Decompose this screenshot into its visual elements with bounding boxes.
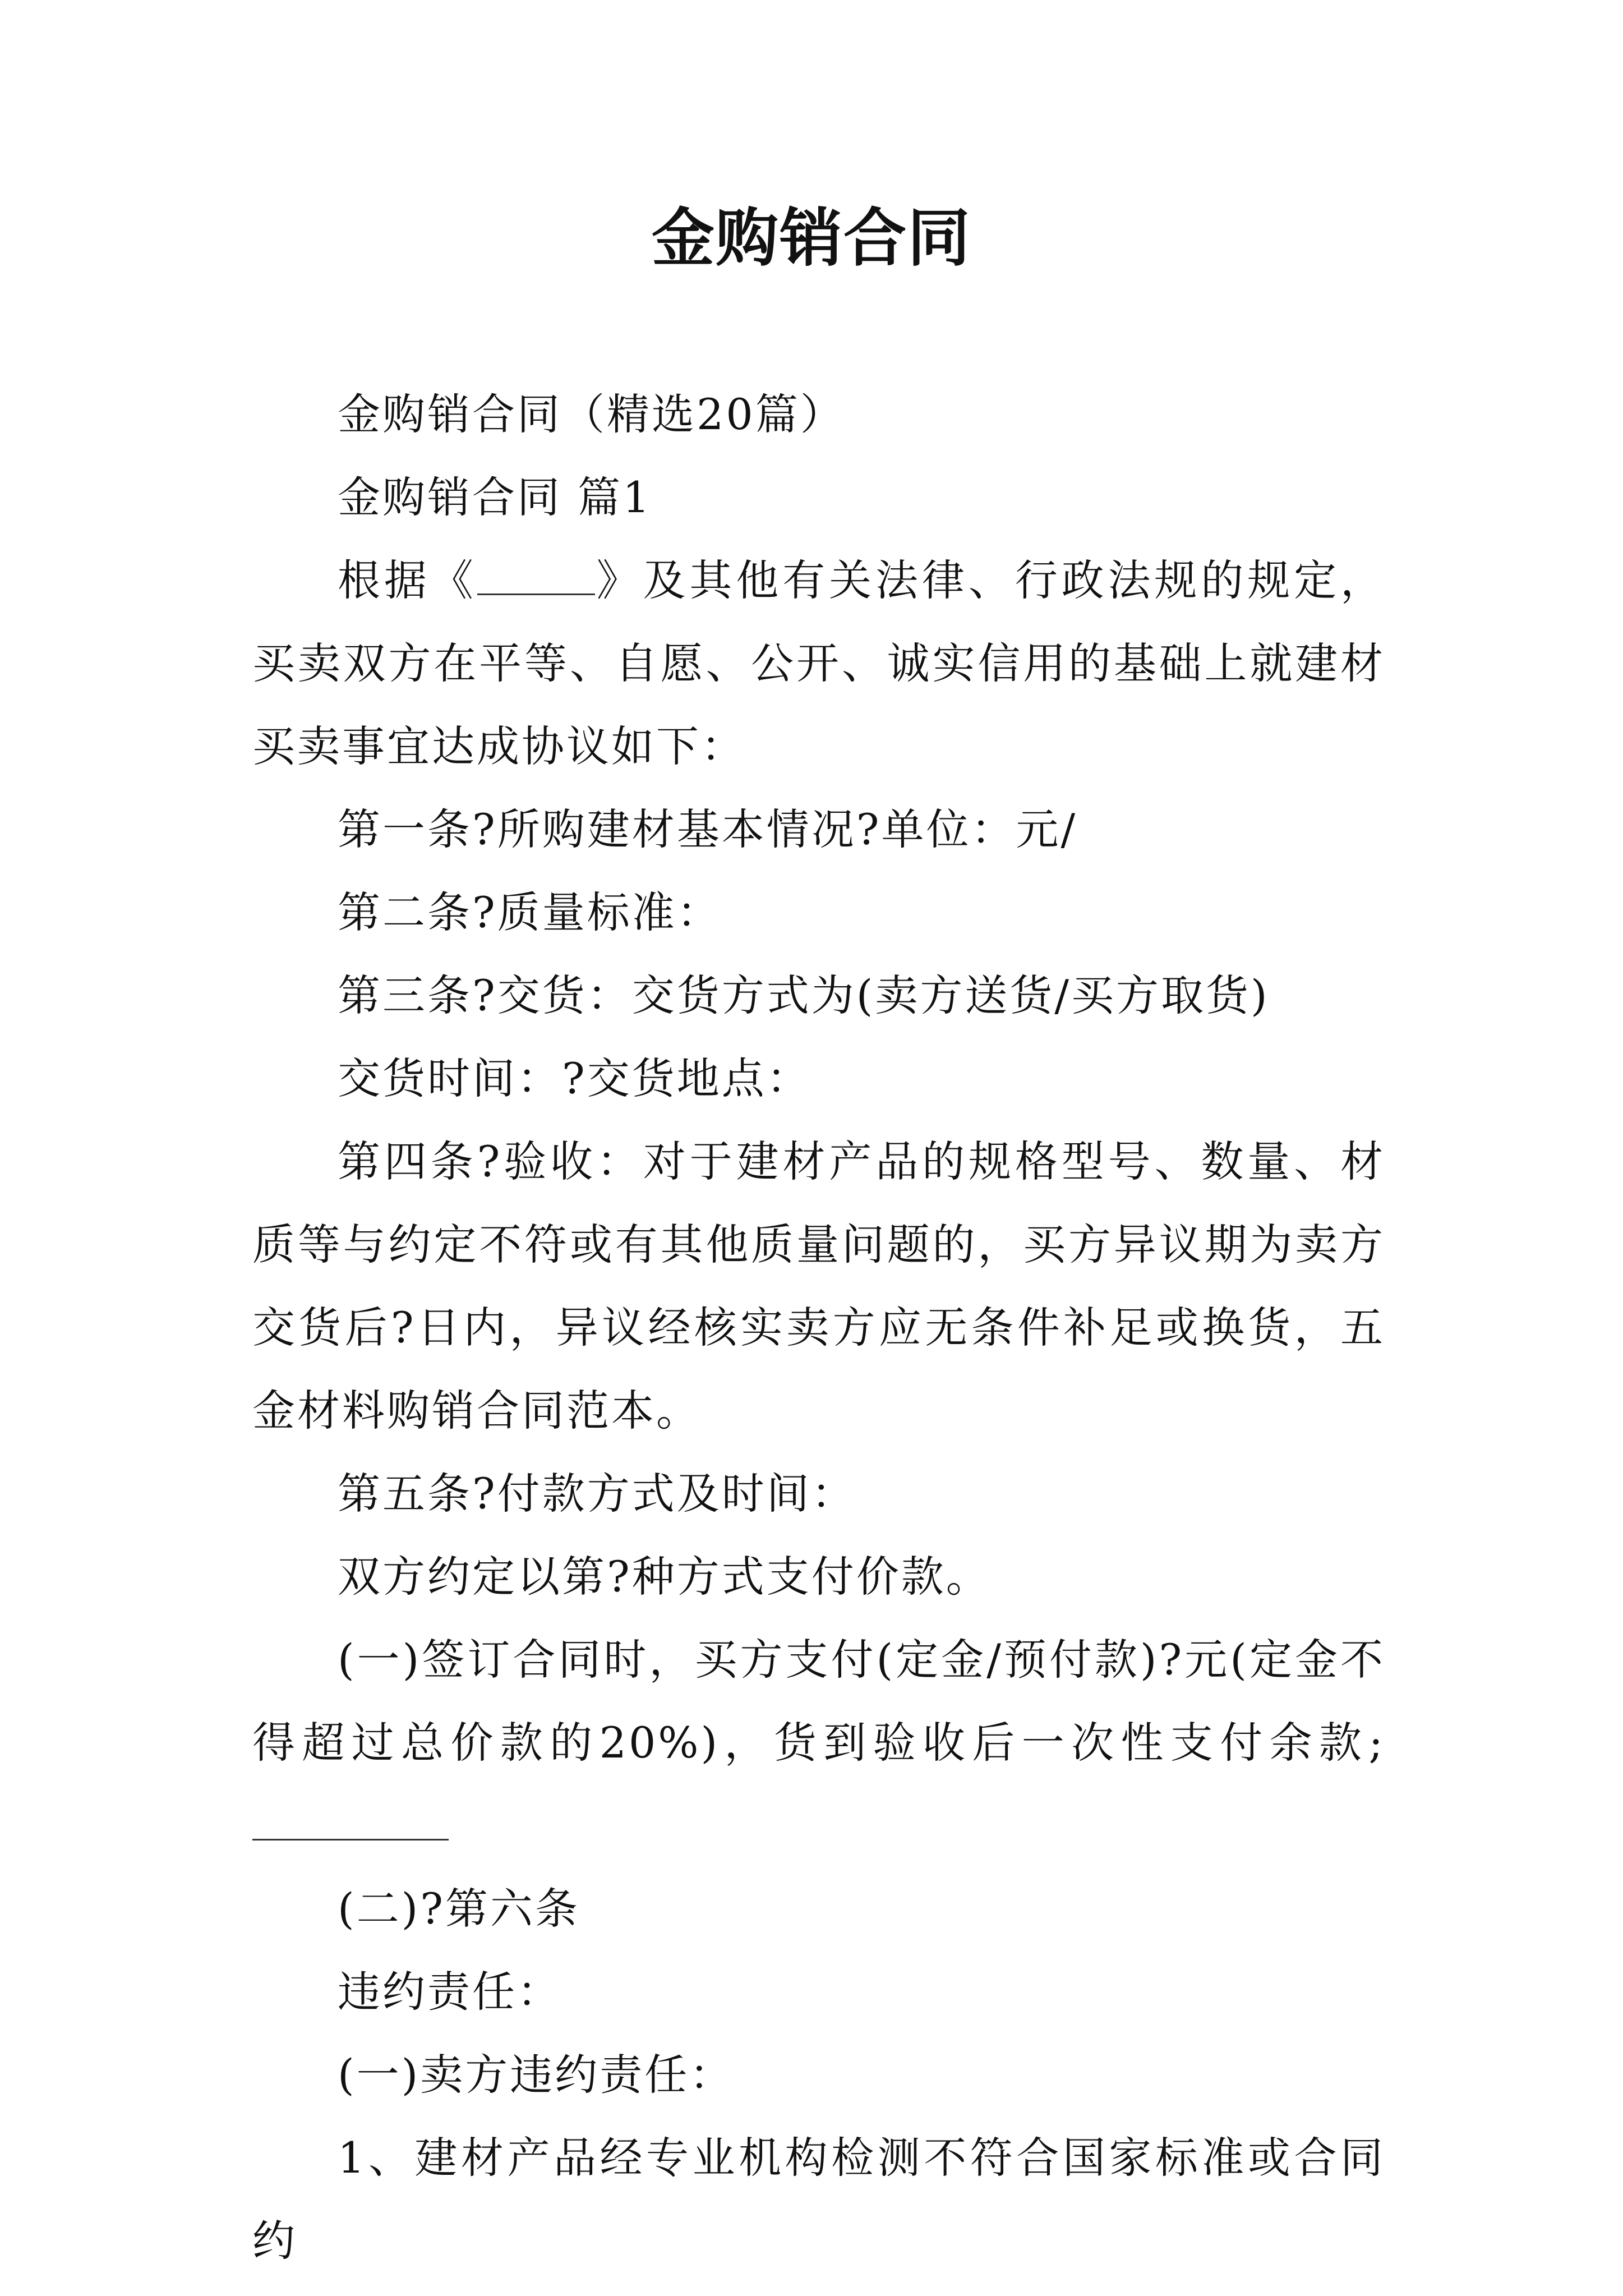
paragraph-article-5: 第五条?付款方式及时间： bbox=[338, 1469, 856, 1519]
paragraph-delivery-time: 交货时间：?交货地点： bbox=[338, 1053, 811, 1103]
paragraph-subtitle: 金购销合同（精选20篇） bbox=[338, 389, 845, 439]
paragraph-payment-option-1-text: (一)签订合同时，买方支付(定金/预付款)?元(定金不得超过总价款的20%)，货到验收后一次性支付余款; bbox=[252, 1635, 1385, 1768]
blank-underline bbox=[477, 555, 595, 595]
paragraph-article-1: 第一条?所购建材基本情况?单位：元/ bbox=[338, 804, 1078, 854]
paragraph-breach-heading: 违约责任： bbox=[338, 1967, 562, 2017]
paragraph-intro bbox=[252, 539, 1385, 788]
paragraph-payment-option-2: (二)?第六条 bbox=[338, 1884, 580, 1934]
paragraph-payment-method: 双方约定以第?种方式支付价款。 bbox=[338, 1552, 991, 1602]
document-body bbox=[252, 373, 1385, 2283]
paragraph-intro-after: 》及其他有关法律、行政法规的规定，买卖双方在平等、自愿、公开、诚实信用的基础上就建材买卖事宜达成协议如下： bbox=[252, 555, 1386, 771]
paragraph-section-heading: 金购销合同 篇1 bbox=[338, 472, 652, 522]
paragraph-article-3: 第三条?交货：交货方式为(卖方送货/买方取货) bbox=[338, 970, 1270, 1020]
paragraph-clause-1: 1、建材产品经专业机构检测不符合国家标准或合同约 bbox=[252, 2133, 1385, 2266]
paragraph-seller-breach: (一)卖方违约责任： bbox=[338, 2050, 735, 2100]
paragraph-payment-option-1 bbox=[252, 1618, 1385, 1867]
paragraph-article-4: 第四条?验收：对于建材产品的规格型号、数量、材质等与约定不符或有其他质量问题的，买方异议期为卖方交货后?日内，异议经核实卖方应无条件补足或换货，五金材料购销合同范本。 bbox=[252, 1137, 1385, 1435]
document-title: 金购销合同 bbox=[652, 202, 971, 275]
blank-underline bbox=[252, 1801, 449, 1841]
paragraph-intro-before: 根据《 bbox=[338, 555, 477, 605]
paragraph-article-2: 第二条?质量标准： bbox=[338, 887, 722, 937]
